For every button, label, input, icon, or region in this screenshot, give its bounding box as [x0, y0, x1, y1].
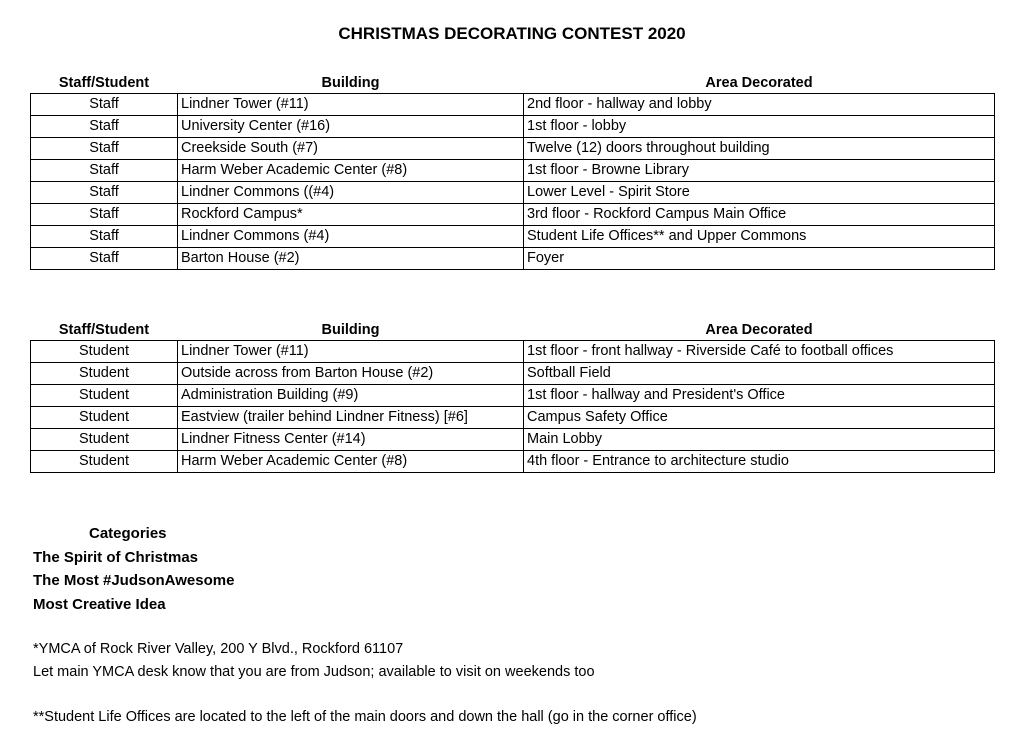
building-cell: Creekside South (#7) — [178, 138, 524, 160]
who-cell: Student — [31, 407, 178, 429]
table-row — [31, 429, 995, 451]
staff-table-section — [30, 73, 994, 270]
who-cell: Staff — [31, 182, 178, 204]
area-cell: 3rd floor - Rockford Campus Main Office — [524, 204, 995, 226]
header-staff-student: Staff/Student — [58, 322, 150, 338]
staff-table-body — [31, 94, 995, 270]
ymca-address: *YMCA of Rock River Valley, 200 Y Blvd., Rockford 61107 — [33, 641, 404, 657]
who-cell: Staff — [31, 116, 178, 138]
who-cell: Student — [31, 363, 178, 385]
building-cell: Lindner Fitness Center (#14) — [178, 429, 524, 451]
categories-section — [33, 522, 234, 616]
area-cell: Student Life Offices** and Upper Commons — [524, 226, 995, 248]
ymca-note — [33, 638, 595, 684]
area-cell: 1st floor - front hallway - Riverside Café to football offices — [524, 341, 995, 363]
building-cell: Outside across from Barton House (#2) — [178, 363, 524, 385]
staff-table-header — [31, 73, 995, 94]
area-cell: 4th floor - Entrance to architecture studio — [524, 451, 995, 473]
who-cell: Student — [31, 385, 178, 407]
table-row — [31, 226, 995, 248]
header-building: Building — [321, 322, 380, 338]
who-cell: Staff — [31, 204, 178, 226]
header-building: Building — [321, 75, 380, 91]
building-cell: Rockford Campus* — [178, 204, 524, 226]
building-cell: Lindner Commons ((#4) — [178, 182, 524, 204]
header-staff-student: Staff/Student — [58, 75, 150, 91]
table-row — [31, 385, 995, 407]
building-cell: Harm Weber Academic Center (#8) — [178, 160, 524, 182]
area-cell: Foyer — [524, 248, 995, 270]
area-cell: 2nd floor - hallway and lobby — [524, 94, 995, 116]
table-row — [31, 204, 995, 226]
building-cell: Administration Building (#9) — [178, 385, 524, 407]
who-cell: Student — [31, 429, 178, 451]
area-cell: 1st floor - lobby — [524, 116, 995, 138]
categories-heading: Categories — [89, 525, 167, 542]
table-row — [31, 407, 995, 429]
area-cell: Softball Field — [524, 363, 995, 385]
who-cell: Staff — [31, 138, 178, 160]
building-cell: Lindner Commons (#4) — [178, 226, 524, 248]
who-cell: Staff — [31, 226, 178, 248]
table-row — [31, 248, 995, 270]
area-cell: Campus Safety Office — [524, 407, 995, 429]
student-table-header — [31, 320, 995, 341]
ymca-desk-note: Let main YMCA desk know that you are from Judson; available to visit on weekends too — [33, 664, 595, 680]
area-cell: Twelve (12) doors throughout building — [524, 138, 995, 160]
table-row — [31, 94, 995, 116]
page-title: CHRISTMAS DECORATING CONTEST 2020 — [338, 24, 686, 43]
category-item: Most Creative Idea — [33, 595, 166, 613]
table-row — [31, 341, 995, 363]
building-cell: Lindner Tower (#11) — [178, 94, 524, 116]
student-table-body — [31, 341, 995, 473]
category-item: The Most #JudsonAwesome — [33, 572, 235, 589]
table-row — [31, 182, 995, 204]
area-cell: 1st floor - hallway and President's Office — [524, 385, 995, 407]
who-cell: Student — [31, 451, 178, 473]
table-row — [31, 138, 995, 160]
area-cell: 1st floor - Browne Library — [524, 160, 995, 182]
building-cell: Harm Weber Academic Center (#8) — [178, 451, 524, 473]
who-cell: Staff — [31, 248, 178, 270]
who-cell: Staff — [31, 160, 178, 182]
student-life-note: **Student Life Offices are located to the left of the main doors and down the hall (go in the corner office) — [33, 709, 697, 725]
header-area-decorated: Area Decorated — [705, 75, 813, 91]
table-row — [31, 160, 995, 182]
header-area-decorated: Area Decorated — [705, 322, 813, 338]
who-cell: Student — [31, 341, 178, 363]
who-cell: Staff — [31, 94, 178, 116]
area-cell: Lower Level - Spirit Store — [524, 182, 995, 204]
building-cell: Lindner Tower (#11) — [178, 341, 524, 363]
table-row — [31, 116, 995, 138]
area-cell: Main Lobby — [524, 429, 995, 451]
building-cell: Eastview (trailer behind Lindner Fitness) [#6] — [178, 407, 524, 429]
student-table-section — [30, 320, 994, 473]
category-item: The Spirit of Christmas — [33, 548, 199, 566]
staff-table — [30, 73, 995, 270]
student-table — [30, 320, 995, 473]
table-row — [31, 363, 995, 385]
building-cell: Barton House (#2) — [178, 248, 524, 270]
building-cell: University Center (#16) — [178, 116, 524, 138]
table-row — [31, 451, 995, 473]
